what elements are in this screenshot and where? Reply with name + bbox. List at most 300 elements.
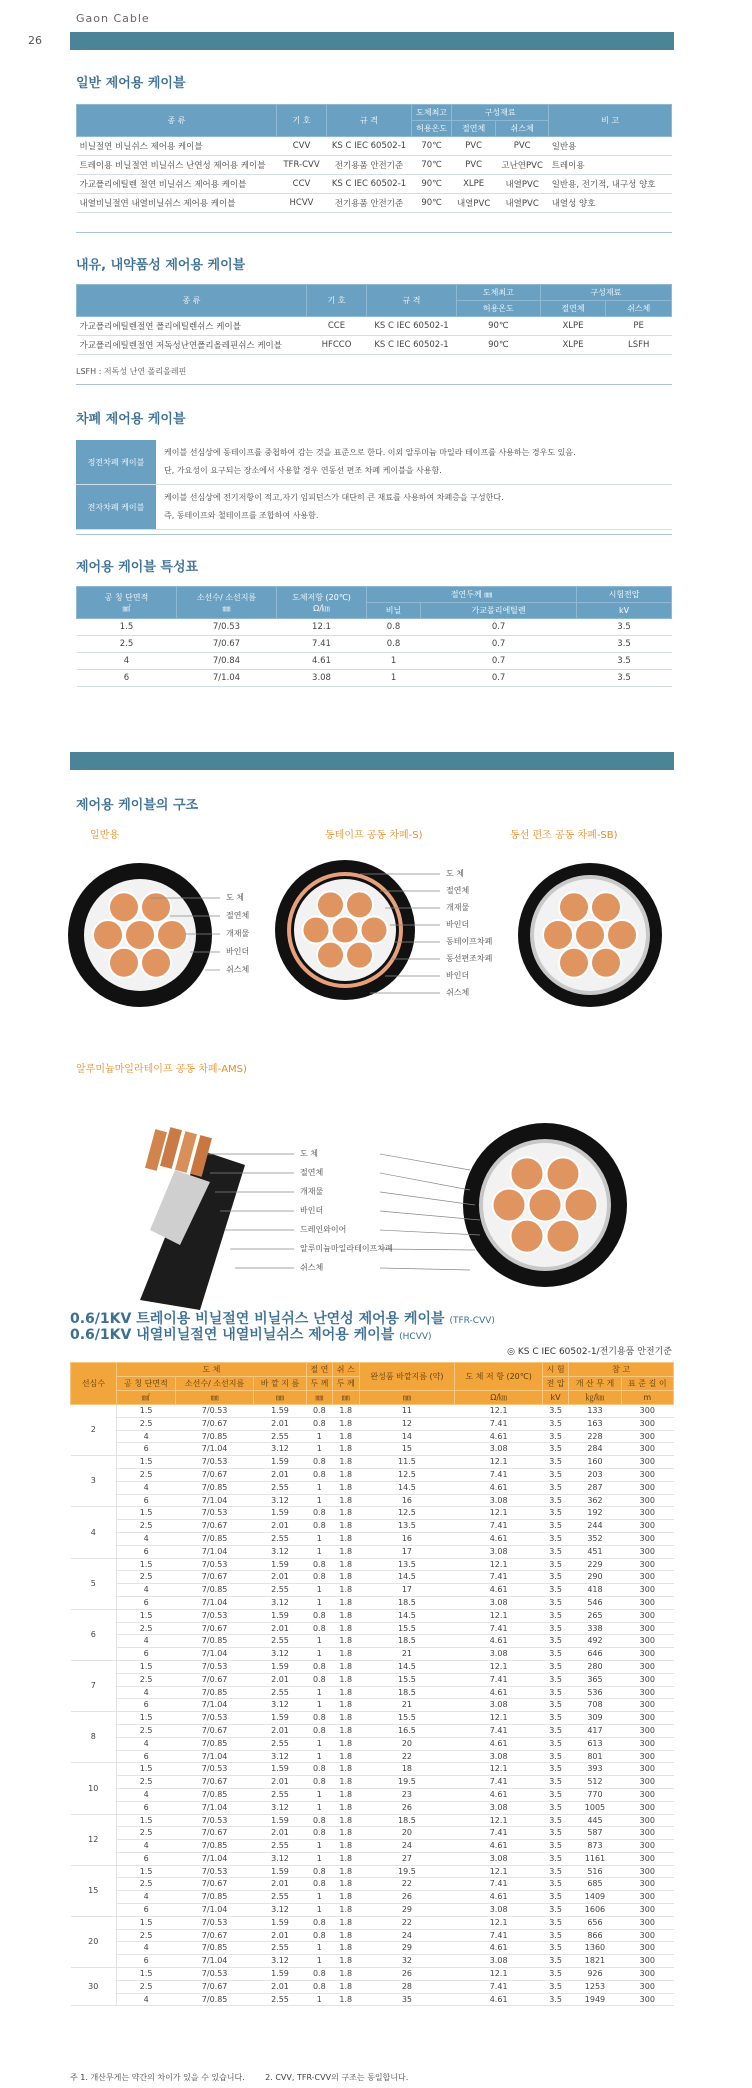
table-cell: XLPE xyxy=(540,336,606,355)
table-cell: 7/0.53 xyxy=(177,619,277,636)
table-cell: 1 xyxy=(306,1840,332,1853)
table-cell: 12.1 xyxy=(455,1763,543,1776)
table-cell: 393 xyxy=(569,1763,621,1776)
table-cell: 6 xyxy=(117,1699,176,1712)
sec2-h-type: 종 류 xyxy=(77,285,307,317)
conductor-core xyxy=(109,892,139,922)
shield-line: 케이블 선심상에 전기저항이 적고,자기 임피던스가 대단히 큰 재료를 사용하여 차폐층을 구성한다. xyxy=(164,493,504,502)
table-cell: 300 xyxy=(621,1584,673,1597)
core-count-cell: 12 xyxy=(71,1814,117,1865)
cable-general-diagram xyxy=(68,863,212,1007)
table-cell: 0.8 xyxy=(306,1456,332,1469)
table-cell: 0.8 xyxy=(306,1507,332,1520)
h-core: 선심수 xyxy=(71,1363,117,1405)
table-cell: 1 xyxy=(306,1993,332,2006)
table-cell: 3.5 xyxy=(542,1865,568,1878)
type-label-ams: 알루미늄마일라테이프 공동 차폐-AMS) xyxy=(76,1064,247,1075)
table-cell: 4.61 xyxy=(455,1584,543,1597)
table-cell: 3.5 xyxy=(542,1545,568,1558)
table-cell: 7.41 xyxy=(455,1827,543,1840)
conductor-core xyxy=(493,1189,526,1222)
diagram-label: 개재물 xyxy=(446,903,470,912)
table-cell: 7/0.85 xyxy=(175,1942,253,1955)
table-cell: 3.5 xyxy=(542,1878,568,1891)
table-cell: 내열성 양호 xyxy=(549,194,672,213)
table-cell: 0.8 xyxy=(306,1878,332,1891)
table-cell: 7/0.85 xyxy=(175,1840,253,1853)
table-cell: 309 xyxy=(569,1712,621,1725)
table-cell: 0.8 xyxy=(306,1763,332,1776)
diagram-label: 바인더 xyxy=(226,947,250,956)
table-cell: 90℃ xyxy=(457,336,541,355)
table-cell: 3.08 xyxy=(455,1904,543,1917)
table-cell: 7.41 xyxy=(455,1468,543,1481)
table-cell: 1.8 xyxy=(333,1852,359,1865)
h-area-u: ㎟ xyxy=(117,1391,176,1405)
table-row xyxy=(71,1558,674,1571)
table-row xyxy=(71,1494,674,1507)
h-len: 표 준 길 이 xyxy=(621,1377,673,1391)
table-row xyxy=(71,1686,674,1699)
table-cell: 770 xyxy=(569,1788,621,1801)
table-cell: 7/0.67 xyxy=(175,1827,253,1840)
table-cell: 7.41 xyxy=(277,636,367,653)
table-cell: 18.5 xyxy=(359,1635,455,1648)
sec4-h-pvc: 비닐 xyxy=(367,603,421,619)
table-cell: 7.41 xyxy=(455,1571,543,1584)
sec6-title1: 0.6/1KV 트레이용 비닐절연 비닐쉬스 난연성 제어용 케이블 (TFR-CVV) xyxy=(70,1311,495,1327)
table-cell: 300 xyxy=(621,1468,673,1481)
table-cell: 1.8 xyxy=(333,1968,359,1981)
table-cell: 300 xyxy=(621,1596,673,1609)
table-cell: 300 xyxy=(621,1891,673,1904)
table-cell: 3.5 xyxy=(577,653,672,670)
table-cell: 29 xyxy=(359,1942,455,1955)
h-volt: 전 압 xyxy=(542,1377,568,1391)
table-cell: 300 xyxy=(621,1571,673,1584)
table-row xyxy=(71,1942,674,1955)
table-cell: 7/0.85 xyxy=(175,1430,253,1443)
table-cell: 0.8 xyxy=(306,1660,332,1673)
table-cell: 2.5 xyxy=(117,1878,176,1891)
type-label-sb: 동선 편조 공동 차폐-SB) xyxy=(510,830,618,841)
table-row xyxy=(71,1673,674,1686)
table-cell: 4 xyxy=(117,1993,176,2006)
conductor-core xyxy=(575,920,605,950)
table-row xyxy=(77,670,672,687)
table-cell: 656 xyxy=(569,1916,621,1929)
shield-line: 단, 가요성이 요구되는 장소에서 사용할 경우 연동선 편조 차폐 케이블을 사용함. xyxy=(164,466,442,475)
table-cell: 300 xyxy=(621,1712,673,1725)
table-cell: 전기용품 안전기준 xyxy=(327,194,412,213)
table-cell: 203 xyxy=(569,1468,621,1481)
table-cell: 3.5 xyxy=(542,1571,568,1584)
table-cell: 3.5 xyxy=(542,1686,568,1699)
table-cell: 1409 xyxy=(569,1891,621,1904)
table-cell: 2.5 xyxy=(77,636,177,653)
table-cell: 1 xyxy=(306,1750,332,1763)
diagram-label: 바인더 xyxy=(300,1206,324,1215)
table-cell: 300 xyxy=(621,1430,673,1443)
table-cell: 0.8 xyxy=(306,1929,332,1942)
diagram-label: 바인더 xyxy=(446,920,470,929)
sec1-h-maxtemp: 도체최고 xyxy=(412,105,452,121)
conductor-core xyxy=(511,1220,544,1253)
table-row xyxy=(71,1891,674,1904)
table-cell: 12 xyxy=(359,1417,455,1430)
table-cell: 3.08 xyxy=(277,670,367,687)
table-cell: 1.8 xyxy=(333,1520,359,1533)
leader-line xyxy=(380,1230,480,1235)
table-cell: 70℃ xyxy=(412,156,452,175)
table-cell: 3.5 xyxy=(542,1520,568,1533)
table-cell: PVC xyxy=(496,137,549,156)
table-cell: 7/0.67 xyxy=(175,1724,253,1737)
table-cell: 2.01 xyxy=(254,1929,306,1942)
table-cell: 3.5 xyxy=(542,1622,568,1635)
table-cell: 3.5 xyxy=(542,1584,568,1597)
table-cell: 3.5 xyxy=(542,1827,568,1840)
table-cell: 300 xyxy=(621,1545,673,1558)
table-cell: 352 xyxy=(569,1532,621,1545)
table-cell: 3.12 xyxy=(254,1596,306,1609)
sec2-rule xyxy=(76,384,672,385)
conductor-core xyxy=(109,948,139,978)
table-cell: 1.8 xyxy=(333,1891,359,1904)
table-cell: 7/0.84 xyxy=(177,653,277,670)
table-cell: 4 xyxy=(117,1942,176,1955)
table-cell: 0.8 xyxy=(306,1558,332,1571)
table-cell: 866 xyxy=(569,1929,621,1942)
table-cell: LSFH xyxy=(606,336,672,355)
table-cell: 3.08 xyxy=(455,1545,543,1558)
table-cell: 0.8 xyxy=(306,1776,332,1789)
table-cell: 1.5 xyxy=(117,1865,176,1878)
table-cell: 708 xyxy=(569,1699,621,1712)
table-cell: 1.8 xyxy=(333,1942,359,1955)
table-cell: 873 xyxy=(569,1840,621,1853)
table-cell: 7/1.04 xyxy=(175,1750,253,1763)
table-cell: 0.8 xyxy=(306,1622,332,1635)
table-cell: 7/0.67 xyxy=(175,1417,253,1430)
table-cell: 1.5 xyxy=(117,1968,176,1981)
table-cell: 418 xyxy=(569,1584,621,1597)
conductor-core xyxy=(591,892,621,922)
table-row xyxy=(77,194,672,213)
table-row xyxy=(71,1648,674,1661)
table-cell: 0.8 xyxy=(306,1609,332,1622)
table-cell: 7/0.85 xyxy=(175,1788,253,1801)
table-cell: 1.5 xyxy=(117,1558,176,1571)
table-cell: 1 xyxy=(306,1532,332,1545)
conductor-core xyxy=(559,892,589,922)
table-cell: 300 xyxy=(621,1686,673,1699)
table-cell: 300 xyxy=(621,1494,673,1507)
sec5-title: 제어용 케이블의 구조 xyxy=(76,798,199,813)
table-cell: 2.5 xyxy=(117,1622,176,1635)
table-cell: 7/1.04 xyxy=(175,1648,253,1661)
table-cell: 12.5 xyxy=(359,1468,455,1481)
table-cell: 2.5 xyxy=(117,1571,176,1584)
table-cell: 24 xyxy=(359,1929,455,1942)
shield-label: 전자차폐 케이블 xyxy=(76,485,156,529)
table-cell: 3.5 xyxy=(542,1980,568,1993)
core-count-cell: 2 xyxy=(71,1405,117,1456)
table-cell: 1.8 xyxy=(333,1648,359,1661)
table-cell: 고난연PVC xyxy=(496,156,549,175)
h-res: 도 체 저 항 (20℃) xyxy=(455,1363,543,1391)
table-cell: 3.5 xyxy=(542,1507,568,1520)
diagram-label: 드레인와이어 xyxy=(300,1225,347,1234)
table-cell: 1.8 xyxy=(333,1712,359,1725)
table-cell: 4.61 xyxy=(455,1993,543,2006)
table-cell: 4.61 xyxy=(277,653,367,670)
table-cell: 7/0.67 xyxy=(175,1776,253,1789)
table-cell: 3.5 xyxy=(542,1916,568,1929)
table-cell: 12.1 xyxy=(455,1609,543,1622)
conductor-core xyxy=(141,892,171,922)
sec6-table xyxy=(70,1362,674,2006)
table-row xyxy=(77,137,672,156)
table-cell: 비닐절연 비닐쉬스 제어용 케이블 xyxy=(77,137,277,156)
table-row xyxy=(71,1737,674,1750)
table-cell: 4.61 xyxy=(455,1840,543,1853)
table-cell: 1.5 xyxy=(117,1763,176,1776)
table-cell: 300 xyxy=(621,1776,673,1789)
table-cell: 4.61 xyxy=(455,1430,543,1443)
table-cell: 7/0.53 xyxy=(175,1763,253,1776)
table-cell: 22 xyxy=(359,1750,455,1763)
table-cell: 1 xyxy=(306,1596,332,1609)
sec1-h-spec: 규 격 xyxy=(327,105,412,137)
table-row xyxy=(71,1622,674,1635)
type-label-general: 일반용 xyxy=(90,830,119,841)
table-cell: 1.59 xyxy=(254,1865,306,1878)
table-cell: 300 xyxy=(621,1456,673,1469)
sec4-h-res-unit: Ω/㎞ xyxy=(313,603,330,613)
conductor-core xyxy=(607,920,637,950)
table-cell: 7/0.67 xyxy=(175,1673,253,1686)
core-count-cell: 7 xyxy=(71,1660,117,1711)
table-cell: 1.8 xyxy=(333,1916,359,1929)
table-cell: 3.5 xyxy=(542,1635,568,1648)
table-cell: 3.12 xyxy=(254,1545,306,1558)
table-cell: 2.01 xyxy=(254,1827,306,1840)
table-cell: 2.5 xyxy=(117,1673,176,1686)
sec2-title: 내유, 내약품성 제어용 케이블 xyxy=(76,258,246,273)
h-area: 공 칭 단면적 xyxy=(117,1377,176,1391)
table-row xyxy=(71,1532,674,1545)
table-row xyxy=(71,1481,674,1494)
table-cell: 18.5 xyxy=(359,1814,455,1827)
diagram-label: 도 체 xyxy=(300,1149,318,1158)
page-number: 26 xyxy=(28,34,42,47)
table-cell: 2.55 xyxy=(254,1686,306,1699)
table-cell: 4.61 xyxy=(455,1788,543,1801)
table-cell: 1.8 xyxy=(333,1443,359,1456)
table-cell: 2.55 xyxy=(254,1993,306,2006)
table-cell: 7/0.67 xyxy=(175,1929,253,1942)
sec1-h-insul: 절연체 xyxy=(452,121,496,137)
diagram-label: 바인더 xyxy=(446,971,470,980)
diagram-label: 알루미늄마일라테이프차폐 xyxy=(300,1244,393,1253)
h-sheath-u: ㎜ xyxy=(333,1391,359,1405)
table-row xyxy=(71,1596,674,1609)
table-row xyxy=(77,336,672,355)
table-row xyxy=(71,1852,674,1865)
top-bar xyxy=(70,32,674,50)
sec2-h-material: 구성재료 xyxy=(540,285,671,301)
table-cell: 7/0.85 xyxy=(175,1686,253,1699)
cable-ams-side-view xyxy=(140,1127,245,1310)
table-row xyxy=(71,1929,674,1942)
table-cell: 3.08 xyxy=(455,1494,543,1507)
table-cell: 646 xyxy=(569,1648,621,1661)
table-cell: PE xyxy=(606,317,672,336)
table-cell: 300 xyxy=(621,1481,673,1494)
table-cell: 2.55 xyxy=(254,1788,306,1801)
table-cell: 3.5 xyxy=(542,1776,568,1789)
table-cell: 22 xyxy=(359,1916,455,1929)
table-cell: 300 xyxy=(621,1648,673,1661)
table-cell: 3.08 xyxy=(455,1852,543,1865)
conductor-core xyxy=(125,920,155,950)
table-cell: 22 xyxy=(359,1878,455,1891)
table-cell: 1.5 xyxy=(117,1660,176,1673)
table-cell: 12.1 xyxy=(455,1558,543,1571)
sec2-h-sheath: 쉬스체 xyxy=(606,301,672,317)
table-cell: 163 xyxy=(569,1417,621,1430)
table-cell: 7/0.85 xyxy=(175,1737,253,1750)
table-cell: 287 xyxy=(569,1481,621,1494)
table-cell: 내열비닐절연 내열비닐쉬스 제어용 케이블 xyxy=(77,194,277,213)
table-cell: 내열PVC xyxy=(452,194,496,213)
table-cell: 12.1 xyxy=(455,1916,543,1929)
table-cell: 1.59 xyxy=(254,1507,306,1520)
table-cell: 6 xyxy=(117,1494,176,1507)
diagram-label: 개재물 xyxy=(300,1187,324,1196)
table-cell: 1.8 xyxy=(333,1584,359,1597)
table-cell: 3.12 xyxy=(254,1904,306,1917)
table-row xyxy=(77,619,672,636)
h-od: 완성품 바깥지름 (약) xyxy=(359,1363,455,1391)
h-outer-u: ㎜ xyxy=(254,1391,306,1405)
sec4-h-area: 공 칭 단면적 xyxy=(104,592,149,602)
table-cell: 7/0.85 xyxy=(175,1891,253,1904)
table-cell: 3.5 xyxy=(577,636,672,653)
table-cell: 7/0.67 xyxy=(175,1571,253,1584)
table-cell: 1 xyxy=(306,1699,332,1712)
table-cell: 6 xyxy=(117,1904,176,1917)
table-cell: 3.5 xyxy=(542,1852,568,1865)
sec4-table xyxy=(76,586,672,687)
conductor-core xyxy=(547,1157,580,1190)
table-cell: 2.55 xyxy=(254,1840,306,1853)
table-cell: 1005 xyxy=(569,1801,621,1814)
table-cell: 2.5 xyxy=(117,1980,176,1993)
table-cell: 내열PVC xyxy=(496,194,549,213)
table-cell: 가교폴리에틸렌절연 폴리에틸렌쉬스 케이블 xyxy=(77,317,307,336)
table-cell: 1.8 xyxy=(333,1827,359,1840)
table-cell: 7/1.04 xyxy=(175,1494,253,1507)
cable-sb-diagram xyxy=(518,863,662,1007)
table-cell: 3.12 xyxy=(254,1801,306,1814)
table-cell: 2.5 xyxy=(117,1929,176,1942)
sec1-h-temp: 허용온도 xyxy=(412,121,452,137)
table-cell: 2.01 xyxy=(254,1520,306,1533)
table-cell: 7.41 xyxy=(455,1520,543,1533)
table-cell: 3.5 xyxy=(577,619,672,636)
sec1-h-type: 종 류 xyxy=(77,105,277,137)
leader-line xyxy=(380,1268,470,1270)
table-cell: 1.8 xyxy=(333,1814,359,1827)
table-cell: 0.8 xyxy=(306,1968,332,1981)
table-cell: 3.12 xyxy=(254,1852,306,1865)
table-cell: 11.5 xyxy=(359,1456,455,1469)
table-cell: 300 xyxy=(621,1673,673,1686)
table-cell: 7/1.04 xyxy=(175,1596,253,1609)
table-cell: 90℃ xyxy=(457,317,541,336)
footnote-1: 주 1. 개산무게는 약간의 차이가 있을 수 있습니다. xyxy=(70,2073,245,2082)
sec2-h-temp: 허용온도 xyxy=(457,301,541,317)
table-cell: TFR-CVV xyxy=(277,156,327,175)
table-cell: 1.8 xyxy=(333,1545,359,1558)
table-cell: 가교폴리에틸렌 절연 비닐쉬스 제어용 케이블 xyxy=(77,175,277,194)
table-cell: 24 xyxy=(359,1840,455,1853)
table-cell: 300 xyxy=(621,1417,673,1430)
table-cell: 300 xyxy=(621,1865,673,1878)
table-cell: 3.5 xyxy=(542,1712,568,1725)
table-cell: 15.5 xyxy=(359,1622,455,1635)
table-row xyxy=(71,1724,674,1737)
table-cell: 15.5 xyxy=(359,1673,455,1686)
leader-line xyxy=(380,1173,470,1190)
table-cell: 4.61 xyxy=(455,1635,543,1648)
sec1-table xyxy=(76,104,672,213)
table-cell: 4 xyxy=(117,1584,176,1597)
table-row xyxy=(71,1405,674,1418)
sec4-h-xlpe: 가교폴리에틸렌 xyxy=(421,603,577,619)
table-row xyxy=(71,1980,674,1993)
table-cell: 7/0.67 xyxy=(175,1520,253,1533)
table-cell: 3.5 xyxy=(542,1443,568,1456)
table-cell: 7/0.53 xyxy=(175,1968,253,1981)
table-cell: 6 xyxy=(117,1545,176,1558)
table-cell: 1.8 xyxy=(333,1904,359,1917)
table-cell: 90℃ xyxy=(412,175,452,194)
table-cell: 26 xyxy=(359,1968,455,1981)
table-cell: 3.5 xyxy=(542,1763,568,1776)
conductor-core xyxy=(547,1220,580,1253)
sec4-h-kv: kV xyxy=(577,603,672,619)
table-cell: 0.8 xyxy=(306,1468,332,1481)
table-cell: 7/1.04 xyxy=(175,1801,253,1814)
table-cell: 300 xyxy=(621,1929,673,1942)
table-cell: 3.08 xyxy=(455,1443,543,1456)
table-cell: 1.8 xyxy=(333,1468,359,1481)
table-row xyxy=(71,1750,674,1763)
table-cell: 7/0.85 xyxy=(175,1993,253,2006)
table-cell: 133 xyxy=(569,1405,621,1418)
table-cell: 2.55 xyxy=(254,1532,306,1545)
table-cell: 3.5 xyxy=(542,1737,568,1750)
table-cell: 512 xyxy=(569,1776,621,1789)
h-strand: 소선수/ 소선지름 xyxy=(175,1377,253,1391)
table-cell: 1949 xyxy=(569,1993,621,2006)
table-cell: 300 xyxy=(621,1840,673,1853)
table-cell: 15 xyxy=(359,1443,455,1456)
table-cell: 1.5 xyxy=(117,1916,176,1929)
